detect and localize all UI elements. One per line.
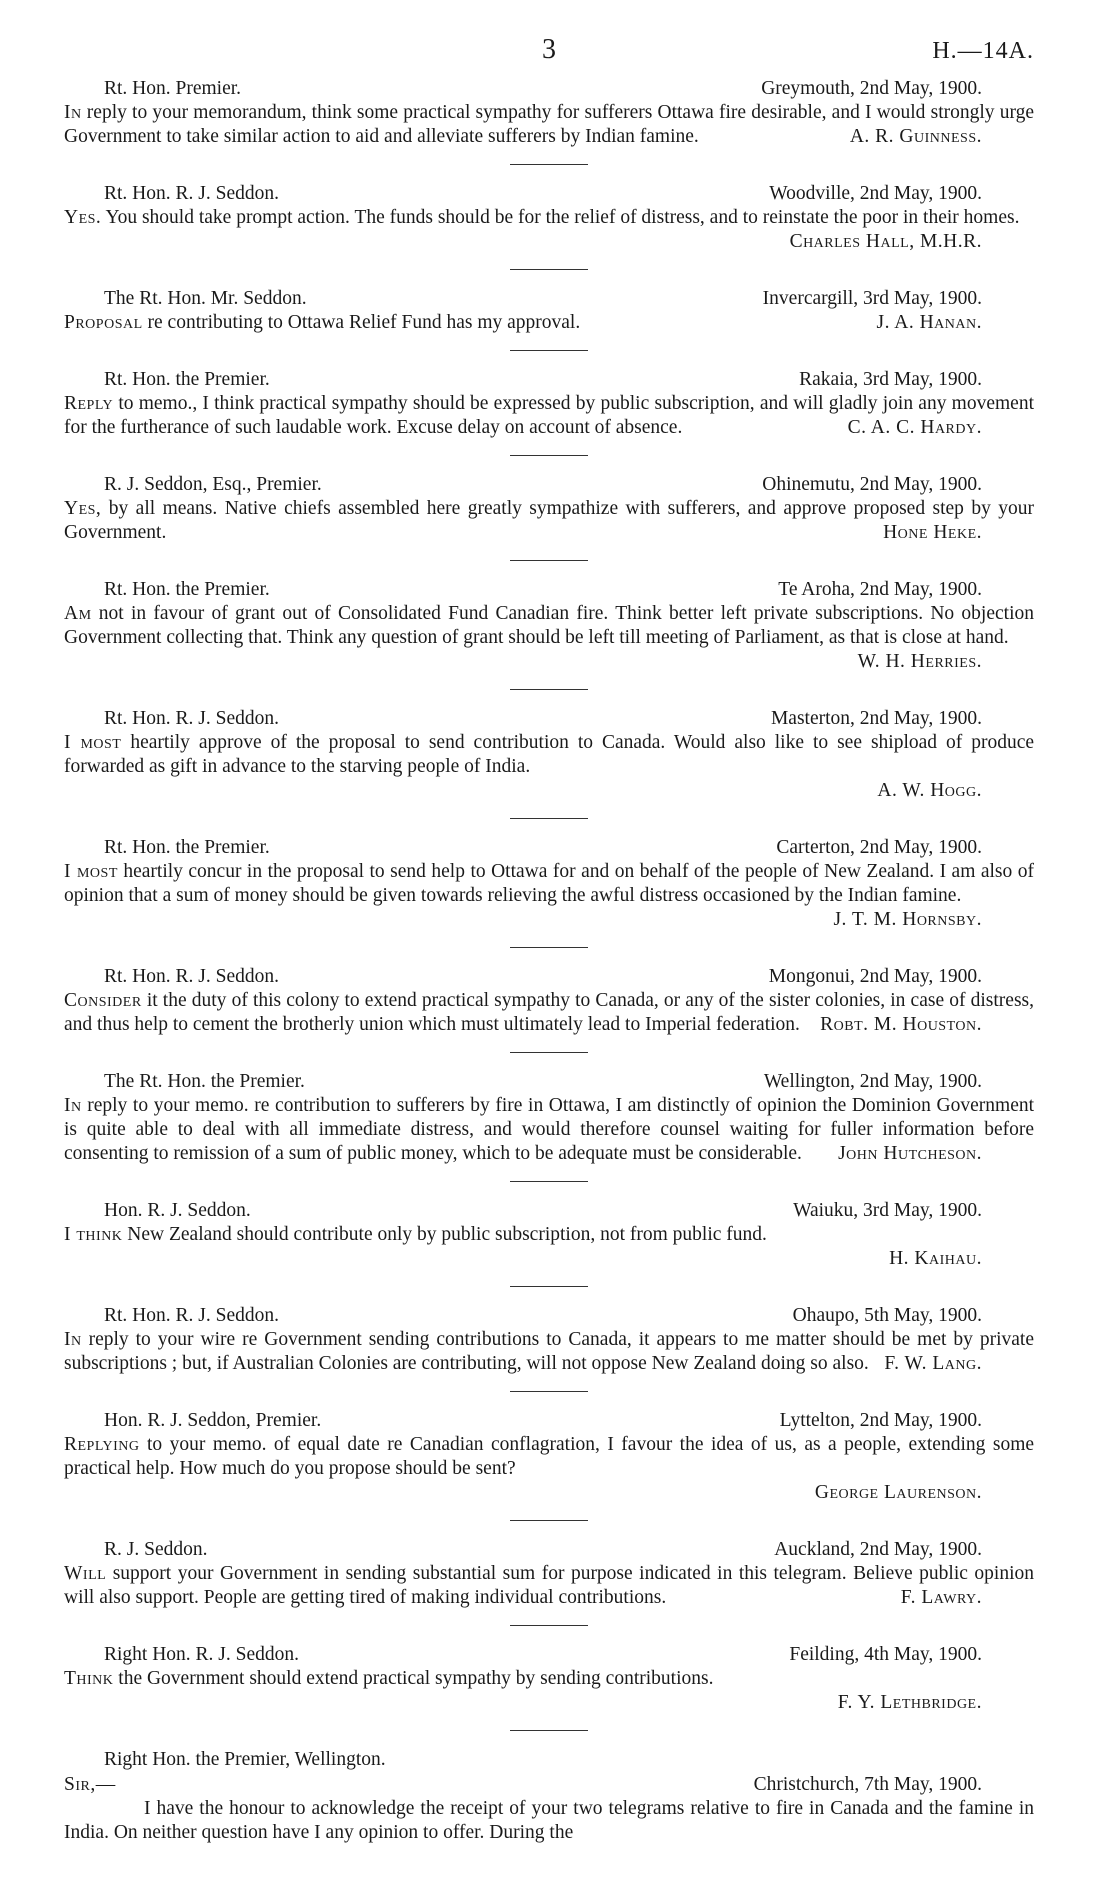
telegram-heading — [64, 577, 1034, 602]
telegram-signature: John Hutcheson. — [838, 1143, 982, 1164]
telegram-heading — [64, 964, 1034, 989]
telegram-entry — [64, 286, 1034, 351]
telegram-place-date: Greymouth, 2nd May, 1900. — [761, 78, 982, 99]
telegram-signature: A. W. Hogg. — [877, 780, 982, 801]
telegram-lead-word: Replying — [64, 1434, 140, 1455]
telegram-addressee: Rt. Hon. the Premier. — [104, 837, 270, 858]
telegram-body — [64, 1433, 1034, 1481]
telegram-lead-word: I most — [64, 861, 118, 882]
telegram-lead-word: Yes. — [64, 207, 102, 228]
telegram-body — [64, 989, 1034, 1037]
telegram-place-date: Masterton, 2nd May, 1900. — [770, 708, 982, 729]
letter-salutation: Sir,— — [64, 1774, 116, 1795]
telegram-place-date: Ohinemutu, 2nd May, 1900. — [762, 474, 982, 495]
letter-body: I have the honour to acknowledge the receipt of your two telegrams relative to fire in Canada and the famine in India. On neither question have I any opinion to offer. During the — [64, 1798, 1034, 1843]
telegram-addressee: R. J. Seddon. — [104, 1539, 208, 1560]
telegram-body — [64, 1094, 1034, 1166]
telegram-signature: Charles Hall, M.H.R. — [789, 231, 982, 252]
telegram-text: to memo., I think practical sympathy should be expressed by public subscription, and will gladly join any movement for the furtherance of such laudable work. Excuse delay on account of absence. — [64, 393, 1034, 438]
letter-addressee: Right Hon. the Premier, Wellington. — [104, 1749, 386, 1770]
section-divider — [510, 1052, 588, 1053]
telegram-signature: J. T. M. Hornsby. — [833, 909, 982, 930]
telegram-signature: George Laurenson. — [814, 1482, 982, 1503]
telegram-heading — [64, 367, 1034, 392]
telegram-place-date: Carterton, 2nd May, 1900. — [776, 837, 982, 858]
telegram-lead-word: Will — [64, 1563, 107, 1584]
section-divider — [510, 1730, 588, 1731]
telegram-lead-word: Proposal — [64, 312, 143, 333]
telegram-addressee: Hon. R. J. Seddon, Premier. — [104, 1410, 322, 1431]
telegram-entry — [64, 835, 1034, 948]
telegram-addressee: The Rt. Hon. the Premier. — [104, 1071, 305, 1092]
telegram-body — [64, 311, 1034, 335]
telegram-signature: A. R. Guinness. — [849, 126, 982, 147]
telegram-entry — [64, 1642, 1034, 1731]
telegram-body — [64, 101, 1034, 149]
telegram-heading — [64, 1408, 1034, 1433]
section-divider — [510, 1181, 588, 1182]
section-divider — [510, 164, 588, 165]
telegram-heading — [64, 706, 1034, 731]
telegram-lead-word: Yes, — [64, 498, 102, 519]
telegram-text: support your Government in sending substantial sum for purpose indicated in this telegram. Believe public opinion will also support. People are getting tired of making individual contributions. — [64, 1563, 1035, 1608]
telegram-text: by all means. Native chiefs assembled here greatly sympathize with sufferers, and approve proposed step by your Government. — [64, 498, 1035, 543]
telegram-lead-word: Think — [64, 1668, 114, 1689]
section-divider — [510, 689, 588, 690]
document-reference: H.—14A. — [932, 38, 1034, 64]
telegram-entry — [64, 1198, 1034, 1287]
telegram-addressee: Rt. Hon. R. J. Seddon. — [104, 708, 279, 729]
telegram-signature: F. Y. Lethbridge. — [837, 1692, 982, 1713]
section-divider — [510, 455, 588, 456]
telegram-entry — [64, 1303, 1034, 1392]
telegram-entry — [64, 964, 1034, 1053]
telegram-body — [64, 392, 1034, 440]
telegram-entry — [64, 1069, 1034, 1182]
telegram-heading — [64, 1198, 1034, 1223]
section-divider — [510, 1520, 588, 1521]
telegram-signature: J. A. Hanan. — [876, 312, 982, 333]
telegram-entry — [64, 367, 1034, 456]
telegram-place-date: Wellington, 2nd May, 1900. — [763, 1071, 982, 1092]
telegram-entry — [64, 181, 1034, 270]
telegram-text: reply to your wire re Government sending contributions to Canada, it appears to me matter should be met by private subscriptions ; but, if Australian Colonies are contributing, will not oppose New Zealand doing so also. — [64, 1329, 1034, 1374]
telegram-addressee: The Rt. Hon. Mr. Seddon. — [104, 288, 307, 309]
letter-place-date: Christchurch, 7th May, 1900. — [753, 1774, 982, 1795]
telegram-body — [64, 731, 1034, 779]
telegram-text: re contributing to Ottawa Relief Fund has my approval. — [147, 312, 581, 333]
section-divider — [510, 560, 588, 561]
telegram-addressee: Hon. R. J. Seddon. — [104, 1200, 251, 1221]
telegram-addressee: Rt. Hon. the Premier. — [104, 579, 270, 600]
telegram-entry — [64, 472, 1034, 561]
telegram-signature: Hone Heke. — [883, 522, 982, 543]
telegram-place-date: Auckland, 2nd May, 1900. — [774, 1539, 982, 1560]
section-divider — [510, 947, 588, 948]
telegram-place-date: Mongonui, 2nd May, 1900. — [768, 966, 982, 987]
telegram-place-date: Lyttelton, 2nd May, 1900. — [779, 1410, 982, 1431]
telegram-text: heartily approve of the proposal to send contribution to Canada. Would also like to see shipload of produce forwarded as gift in advance to the starving people of India. — [64, 732, 1035, 777]
page-number: 3 — [542, 34, 556, 65]
telegram-body — [64, 1328, 1034, 1376]
telegram-lead-word: Reply — [64, 393, 114, 414]
telegram-addressee: Rt. Hon. R. J. Seddon. — [104, 966, 279, 987]
telegram-lead-word: In — [64, 1095, 82, 1116]
telegram-signature: F. Lawry. — [900, 1587, 982, 1608]
telegram-place-date: Te Aroha, 2nd May, 1900. — [778, 579, 982, 600]
telegram-entry — [64, 577, 1034, 690]
telegram-addressee: Rt. Hon. R. J. Seddon. — [104, 183, 279, 204]
telegram-lead-word: I think — [64, 1224, 123, 1245]
telegram-heading — [64, 1642, 1034, 1667]
telegram-text: it the duty of this colony to extend practical sympathy to Canada, or any of the sister colonies, in case of distress, and thus help to cement the brotherly union which must ultimately lead to Imperial federation. — [64, 990, 1034, 1035]
telegram-text: heartily concur in the proposal to send help to Ottawa for and on behalf of the people of New Zealand. I am also of opinion that a sum of money should be given towards relieving the awful distress occasioned by the Indian famine. — [64, 861, 1034, 906]
telegram-heading — [64, 472, 1034, 497]
telegram-signature-line — [64, 1691, 1034, 1715]
telegram-heading — [64, 835, 1034, 860]
page-header — [64, 34, 1034, 76]
telegram-body — [64, 602, 1034, 674]
telegram-body — [64, 1223, 1034, 1247]
telegram-entry — [64, 1537, 1034, 1626]
telegram-text: New Zealand should contribute only by public subscription, not from public fund. — [127, 1224, 767, 1245]
telegram-heading — [64, 76, 1034, 101]
telegram-heading — [64, 1069, 1034, 1094]
telegram-body — [64, 1667, 1034, 1691]
telegram-heading — [64, 1303, 1034, 1328]
telegram-addressee: Right Hon. R. J. Seddon. — [104, 1644, 300, 1665]
telegram-list — [64, 76, 1034, 1731]
telegram-signature: F. W. Lang. — [884, 1353, 982, 1374]
telegram-body — [64, 860, 1034, 932]
telegram-place-date: Rakaia, 3rd May, 1900. — [799, 369, 982, 390]
telegram-place-date: Waiuku, 3rd May, 1900. — [793, 1200, 982, 1221]
telegram-entry — [64, 1408, 1034, 1521]
telegram-lead-word: Consider — [64, 990, 142, 1011]
telegram-text: reply to your memo. re contribution to sufferers by fire in Ottawa, I am distinctly of opinion the Dominion Government is quite able to deal with all immediate distress, and would therefore counsel waiting for fuller information before consenting to remission of a sum of public money, which to be adequate must be considerable. — [64, 1095, 1035, 1164]
telegram-heading — [64, 1537, 1034, 1562]
telegram-heading — [64, 181, 1034, 206]
telegram-addressee: Rt. Hon. Premier. — [104, 78, 242, 99]
telegram-signature: Robt. M. Houston. — [820, 1014, 982, 1035]
section-divider — [510, 1625, 588, 1626]
telegram-addressee: Rt. Hon. the Premier. — [104, 369, 270, 390]
telegram-signature-line — [64, 1481, 1034, 1505]
telegram-place-date: Ohaupo, 5th May, 1900. — [792, 1305, 982, 1326]
document-page — [64, 34, 1034, 1845]
letter — [64, 1747, 1034, 1845]
telegram-place-date: Invercargill, 3rd May, 1900. — [762, 288, 982, 309]
telegram-signature: C. A. C. Hardy. — [847, 417, 982, 438]
section-divider — [510, 818, 588, 819]
letter-salutation-line — [64, 1772, 1034, 1797]
telegram-body — [64, 206, 1034, 254]
telegram-addressee: R. J. Seddon, Esq., Premier. — [104, 474, 322, 495]
telegram-text: to your memo. of equal date re Canadian conflagration, I favour the idea of us, as a people, extending some practical help. How much do you propose should be sent? — [64, 1434, 1035, 1479]
telegram-text: the Government should extend practical sympathy by sending contributions. — [118, 1668, 714, 1689]
section-divider — [510, 1286, 588, 1287]
telegram-text: not in favour of grant out of Consolidated Fund Canadian fire. Think better left private subscriptions. No objection Government collecting that. Think any question of grant should be left till meeting of Parliament, as that is close at hand. — [64, 603, 1034, 648]
telegram-signature-line — [64, 1247, 1034, 1271]
telegram-body — [64, 497, 1034, 545]
section-divider — [510, 1391, 588, 1392]
telegram-entry — [64, 76, 1034, 165]
telegram-body — [64, 1562, 1034, 1610]
telegram-addressee: Rt. Hon. R. J. Seddon. — [104, 1305, 279, 1326]
telegram-lead-word: Am — [64, 603, 92, 624]
section-divider — [510, 269, 588, 270]
telegram-text: reply to your memorandum, think some practical sympathy for sufferers Ottawa fire desirable, and I would strongly urge Government to take similar action to aid and alleviate sufferers by Indian famine. — [64, 102, 1034, 147]
telegram-lead-word: In — [64, 1329, 82, 1350]
telegram-lead-word: In — [64, 102, 82, 123]
letter-addressee-line — [64, 1747, 1034, 1772]
telegram-signature-line — [64, 779, 1034, 803]
section-divider — [510, 350, 588, 351]
telegram-entry — [64, 706, 1034, 819]
telegram-signature: W. H. Herries. — [857, 651, 982, 672]
telegram-place-date: Feilding, 4th May, 1900. — [789, 1644, 982, 1665]
telegram-heading — [64, 286, 1034, 311]
telegram-text: You should take prompt action. The funds should be for the relief of distress, and to reinstate the poor in their homes. — [105, 207, 1020, 228]
telegram-place-date: Woodville, 2nd May, 1900. — [769, 183, 982, 204]
telegram-lead-word: I most — [64, 732, 122, 753]
telegram-signature: H. Kaihau. — [889, 1248, 982, 1269]
